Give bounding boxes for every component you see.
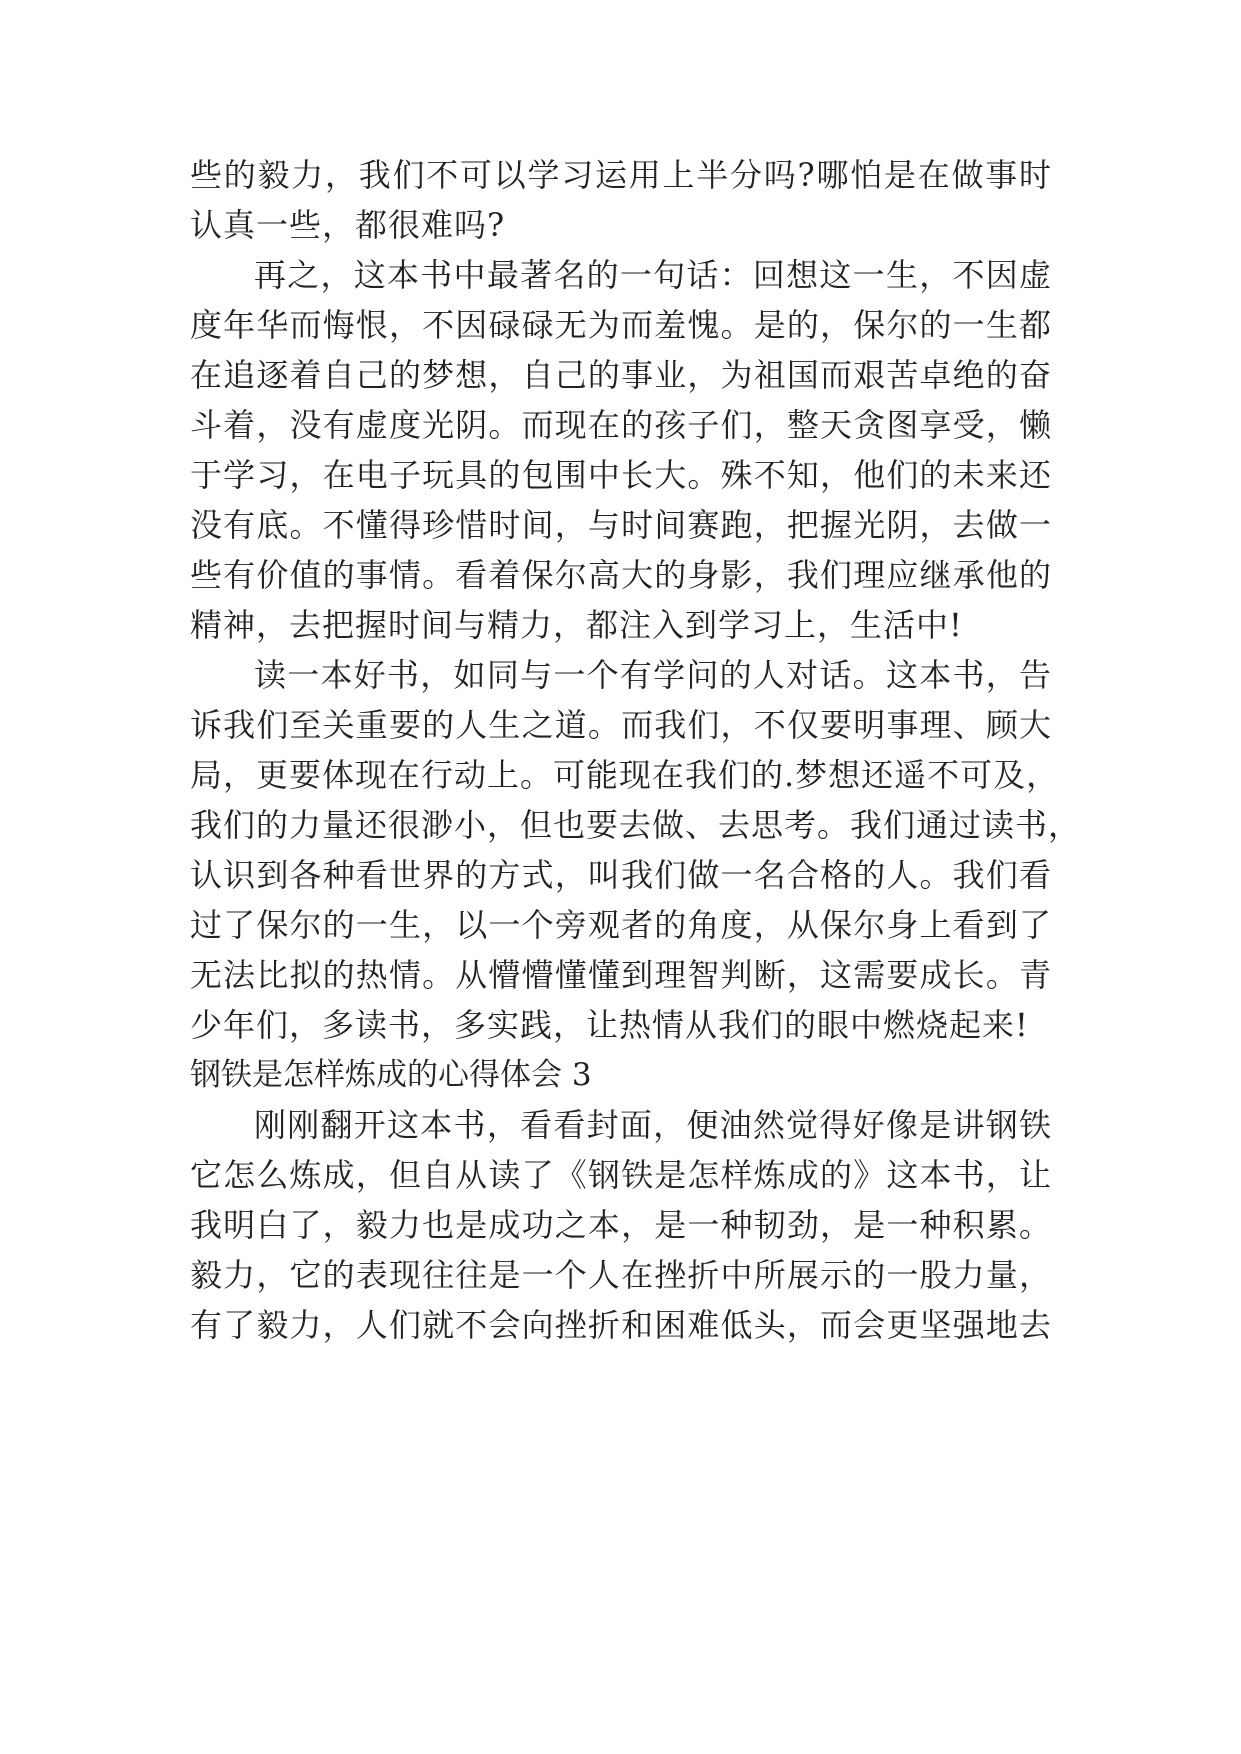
text-line: 些有价值的事情。看着保尔高大的身影，我们理应继承他的 [190,556,1052,594]
text-line: 毅力，它的表现往往是一个人在挫折中所展示的一股力量， [190,1256,1052,1294]
text-line: 我们的力量还很渺小，但也要去做、去思考。我们通过读书， [190,806,1082,844]
text-line: 度年华而悔恨，不因碌碌无为而羞愧。是的，保尔的一生都 [190,306,1052,344]
text-line: 精神，去把握时间与精力，都注入到学习上，生活中! [190,606,963,644]
text-line: 在追逐着自己的梦想，自己的事业，为祖国而艰苦卓绝的奋 [190,356,1052,394]
text-line: 它怎么炼成，但自从读了《钢铁是怎样炼成的》这本书，让 [190,1156,1052,1194]
text-line: 斗着，没有虚度光阴。而现在的孩子们，整天贪图享受，懒 [190,406,1052,444]
text-line: 我明白了，毅力也是成功之本，是一种韧劲，是一种积累。 [190,1206,1052,1244]
body-text [190,150,1082,1350]
text-line: 认真一些，都很难吗? [190,206,506,244]
text-line: 诉我们至关重要的人生之道。而我们，不仅要明事理、顾大 [190,706,1052,744]
text-line: 读一本好书，如同与一个有学问的人对话。这本书，告 [254,656,1052,694]
text-line: 再之，这本书中最著名的一句话：回想这一生，不因虚 [254,256,1052,294]
text-line: 没有底。不懂得珍惜时间，与时间赛跑，把握光阴，去做一 [190,506,1052,544]
text-line: 过了保尔的一生，以一个旁观者的角度，从保尔身上看到了 [190,906,1052,944]
text-line: 无法比拟的热情。从懵懵懂懂到理智判断，这需要成长。青 [190,956,1052,994]
section-heading: 钢铁是怎样炼成的心得体会 3 [190,1057,592,1093]
text-line: 少年们，多读书，多实践，让热情从我们的眼中燃烧起来! [190,1006,1029,1044]
text-line: 于学习，在电子玩具的包围中长大。殊不知，他们的未来还 [190,456,1052,494]
text-line: 局，更要体现在行动上。可能现在我们的.梦想还遥不可及， [190,756,1060,794]
text-line: 些的毅力，我们不可以学习运用上半分吗?哪怕是在做事时 [190,156,1052,194]
text-line: 刚刚翻开这本书，看看封面，便油然觉得好像是讲钢铁 [254,1106,1052,1144]
text-line: 认识到各种看世界的方式，叫我们做一名合格的人。我们看 [190,856,1052,894]
text-line: 有了毅力，人们就不会向挫折和困难低头，而会更坚强地去 [190,1306,1052,1344]
